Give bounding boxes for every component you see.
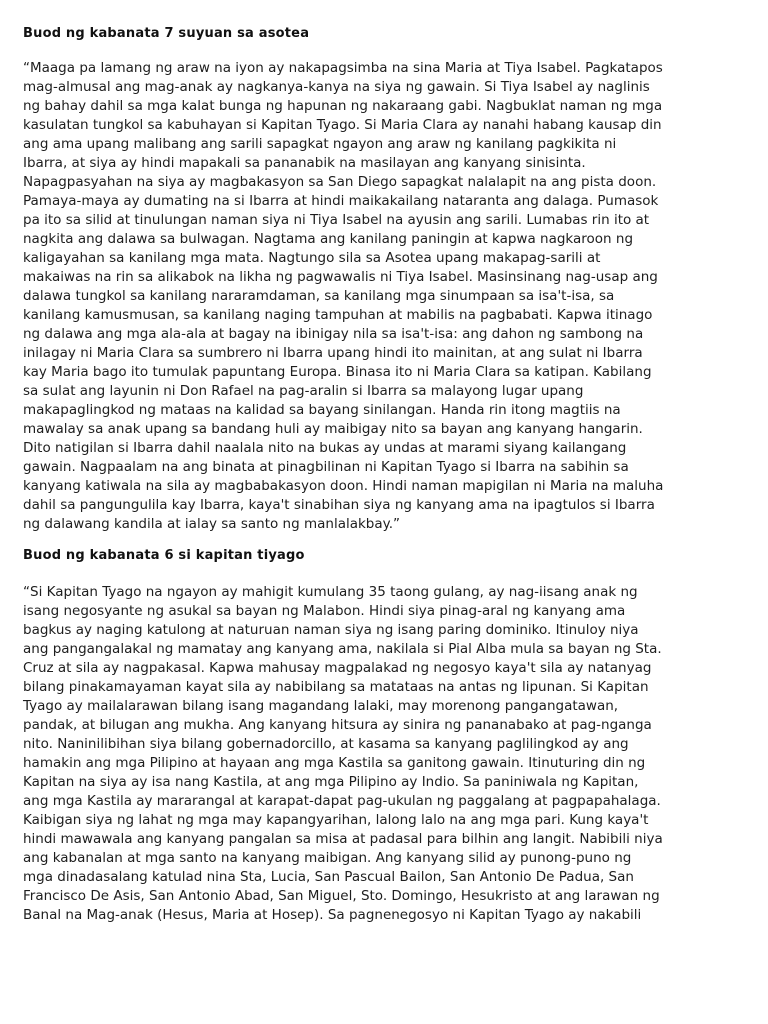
text-line: ang ama upang malibang ang sarili sapagkat ngayon ang araw ng kanilang pagkikita ni (23, 136, 617, 152)
text-line: mag-almusal ang mag-anak ay nagkanya-kanya na siya ng gawain. Si Tiya Isabel ay naglinis (23, 79, 650, 95)
text-line: Dito natigilan si Ibarra dahil naalala nito na bukas ay undas at marami siyang kailangang (23, 440, 627, 456)
text-line: inilagay ni Maria Clara sa sumbrero ni Ibarra upang hindi ito mainitan, at ang sulat ni Ibarra (23, 345, 643, 361)
text-line: pandak, at bilugan ang mukha. Ang kanyang hitsura ay sinira ng pananabako at pag-nganga (23, 717, 652, 733)
text-line: bagkus ay naging katulong at naturuan naman siya ng isang paring dominiko. Itinuloy niya (23, 622, 639, 638)
text-line: Kaibigan siya ng lahat ng mga may kapangyarihan, lalong lalo na ang mga pari. Kung kaya't (23, 812, 649, 828)
text-line: nagkita ang dalawa sa bulwagan. Nagtama ang kanilang paningin at kapwa nagkaroon ng (23, 231, 634, 247)
text-line: Ibarra, at siya ay hindi mapakali sa pananabik na masilayan ang kanyang sinisinta. (23, 155, 586, 171)
section-body-kabanata-7 (23, 59, 683, 534)
text-line: Banal na Mag-anak (Hesus, Maria at Hosep). Sa pagnenegosyo ni Kapitan Tyago ay nakabili (23, 907, 642, 923)
text-line: makaiwas na rin sa alikabok na likha ng pagwawalis ni Tiya Isabel. Masinsinang nag-usap ang (23, 269, 658, 285)
text-line: ang mga Kastila ay mararangal at karapat-dapat pag-ukulan ng paggalang at pagpapahalaga. (23, 793, 661, 809)
text-line: “Maaga pa lamang ng araw na iyon ay nakapagsimba na sina Maria at Tiya Isabel. Pagkatapos (23, 60, 663, 76)
text-line: Kapitan na siya ay isa nang Kastila, at ang mga Pilipino ay Indio. Sa paniniwala ng Kapitan, (23, 774, 639, 790)
text-line: ng dalawa ang mga ala-ala at bagay na ibinigay nila sa isa't-isa: ang dahon ng sambong na (23, 326, 644, 342)
text-line: dalawa tungkol sa kanilang nararamdaman, sa kanilang mga sinumpaan sa isa't-isa, sa (23, 288, 615, 304)
text-line: makapaglingkod ng mataas na kalidad sa bayang sinilangan. Handa rin itong magtiis na (23, 402, 621, 418)
text-line: kay Maria bago ito tumulak papuntang Europa. Binasa ito ni Maria Clara sa katipan. Kabilang (23, 364, 652, 380)
text-line: pa ito sa silid at tinulungan naman siya ni Tiya Isabel na ayusin ang sarili. Lumabas rin ito at (23, 212, 650, 228)
text-line: dahil sa pangungulila kay Ibarra, kaya't sinabihan siya ng kanyang ama na ipagtulos si Ibarra (23, 497, 655, 513)
text-line: mga dinadasalang katulad nina Sta, Lucia, San Pascual Bailon, San Antonio De Padua, San (23, 869, 634, 885)
text-line: kaligayahan sa kanilang mga mata. Nagtungo sila sa Asotea upang makapag-sarili at (23, 250, 601, 266)
section-body-kabanata-6 (23, 583, 683, 925)
text-line: sa sulat ang layunin ni Don Rafael na pag-aralin si Ibarra sa malayong lugar upang (23, 383, 584, 399)
text-line: kasulatan tungkol sa kabuhayan si Kapitan Tyago. Si Maria Clara ay nanahi habang kausap din (23, 117, 662, 133)
text-line: kanyang katiwala na sila ay magbabakasyon doon. Hindi naman mapigilan ni Maria na maluha (23, 478, 664, 494)
text-line: mawalay sa anak upang sa bandang huli ay maibigay nito sa bayan ang kanyang hangarin. (23, 421, 643, 437)
text-line: ng dalawang kandila at ialay sa santo ng manlalakbay.” (23, 516, 400, 532)
text-line: hindi mawawala ang kanyang pangalan sa misa at padasal para bilhin ang langit. Nabibili niya (23, 831, 663, 847)
text-line: Tyago ay mailalarawan bilang isang magandang lalaki, may morenong pangangatawan, (23, 698, 619, 714)
text-line: gawain. Nagpaalam na ang binata at pinagbilinan ni Kapitan Tyago si Ibarra na sabihin sa (23, 459, 629, 475)
text-line: kanilang kamusmusan, sa kanilang naging tampuhan at mabilis na pagbabati. Kapwa itinago (23, 307, 653, 323)
text-line: isang negosyante ng asukal sa bayan ng Malabon. Hindi siya pinag-aral ng kanyang ama (23, 603, 626, 619)
text-line: Pamaya-maya ay dumating na si Ibarra at hindi maikakailang nataranta ang dalaga. Pumasok (23, 193, 659, 209)
text-line: Francisco De Asis, San Antonio Abad, San Miguel, Sto. Domingo, Hesukristo at ang larawan ng (23, 888, 660, 904)
text-line: hamakin ang mga Pilipino at hayaan ang mga Kastila sa ganitong gawain. Itinuturing din ng (23, 755, 646, 771)
text-line: ng bahay dahil sa mga kalat bunga ng hapunan ng nakaraang gabi. Nagbuklat naman ng mga (23, 98, 663, 114)
text-line: ang kabanalan at mga santo na kanyang maibigan. Ang kanyang silid ay punong-puno ng (23, 850, 632, 866)
text-line: bilang pinakamayaman kayat sila ay nabibilang sa matataas na antas ng lipunan. Si Kapitan (23, 679, 649, 695)
section-heading-kabanata-7: Buod ng kabanata 7 suyuan sa asotea (23, 26, 310, 41)
section-heading-kabanata-6: Buod ng kabanata 6 si kapitan tiyago (23, 548, 305, 563)
text-line: “Si Kapitan Tyago na ngayon ay mahigit kumulang 35 taong gulang, ay nag-iisang anak ng (23, 584, 638, 600)
text-line: Napagpasyahan na siya ay magbakasyon sa San Diego sapagkat nalalapit na ang pista doon. (23, 174, 657, 190)
text-line: ang pangangalakal ng mamatay ang kanyang ama, nakilala si Pial Alba mula sa bayan ng Sta. (23, 641, 662, 657)
text-line: Cruz at sila ay nagpakasal. Kapwa mahusay magpalakad ng negosyo kaya't sila ay natanyag (23, 660, 652, 676)
text-line: nito. Naninilibihan siya bilang gobernadorcillo, at kasama sa kanyang paglilingkod ay ang (23, 736, 629, 752)
